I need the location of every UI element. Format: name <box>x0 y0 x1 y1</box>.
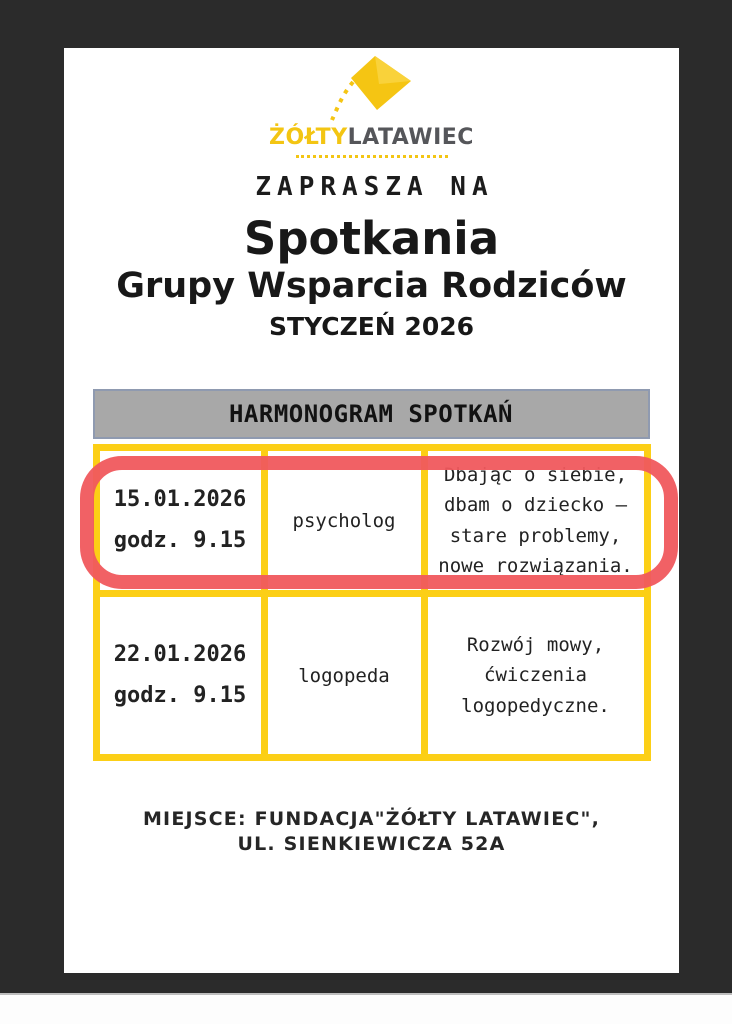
schedule-date: 15.01.2026 <box>113 487 247 512</box>
page-subtitle: Grupy Wsparcia Rodziców <box>116 266 627 307</box>
venue-line-2: UL. SIENKIEWICZA 52A <box>237 832 506 855</box>
page-title: Spotkania <box>243 212 500 266</box>
schedule-table <box>93 444 651 761</box>
brand-name <box>64 126 679 150</box>
schedule-time: godz. 9.15 <box>113 682 247 708</box>
schedule-date: 22.01.2026 <box>113 642 247 667</box>
topic-cell-row1: Dbając o siebie, dbam o dziecko – stare problemy, nowe rozwiązania. <box>428 451 644 590</box>
schedule-header: HARMONOGRAM SPOTKAŃ <box>93 389 650 439</box>
brand-name-yellow: ŻÓŁTY <box>269 125 348 150</box>
venue-info <box>64 807 679 856</box>
poster-page <box>64 48 679 973</box>
specialist-cell-row1: psycholog <box>268 451 421 590</box>
schedule-section <box>93 389 651 761</box>
tagline: ZAPRASZA NA <box>255 172 494 203</box>
kite-icon <box>307 54 437 130</box>
schedule-time: godz. 9.15 <box>113 527 247 553</box>
venue-line-1: MIEJSCE: FUNDACJA"ŻÓŁTY LATAWIEC", <box>142 808 601 831</box>
month-label: STYCZEŃ 2026 <box>268 312 475 342</box>
date-cell-row2 <box>100 597 261 754</box>
brand-logo <box>64 54 679 158</box>
kite-tail <box>332 82 353 120</box>
date-cell-row1 <box>100 451 261 590</box>
specialist-cell-row2: logopeda <box>268 597 421 754</box>
brand-name-dark: LATAWIEC <box>347 125 474 150</box>
logo-dotted-underline <box>296 155 448 158</box>
topic-cell-row2: Rozwój mowy, ćwiczenia logopedyczne. <box>428 597 644 754</box>
